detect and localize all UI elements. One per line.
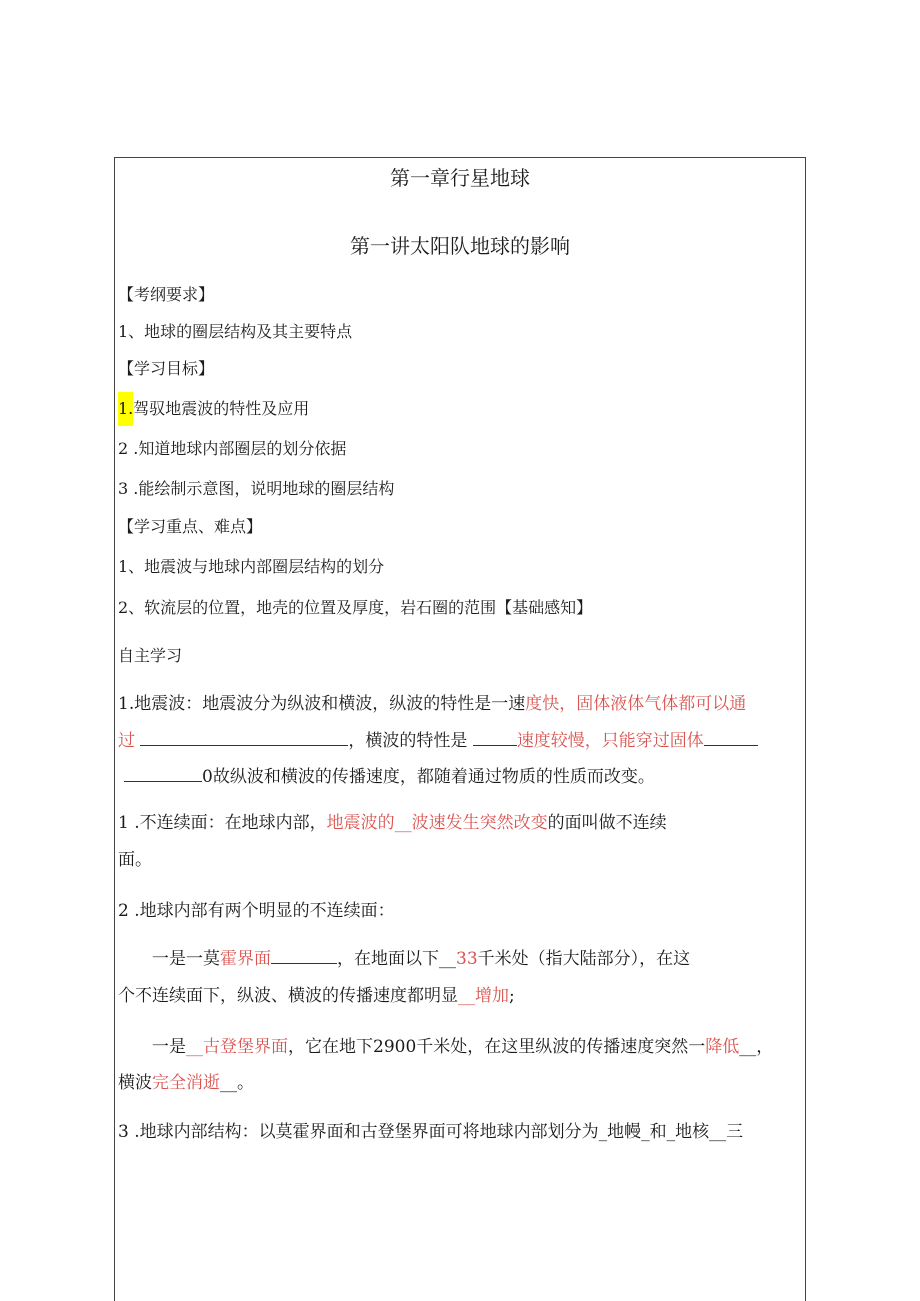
goal-1-text: 驾驭地震波的特性及应用 [133, 399, 310, 418]
moho-line-2: 个不连续面下，纵波、横波的传播速度都明显__增加; [118, 986, 515, 1006]
answer-discontinuity: 波速发生突然改变 [411, 813, 548, 833]
seismic-wave-line-3: 0故纵波和横波的传播速度，都随着通过物质的性质而改变。 [118, 766, 655, 788]
blank [140, 731, 348, 746]
lecture-title: 第一讲太阳队地球的影响 [350, 234, 570, 258]
seismic-wave-line-2: 过 ，横波的特性是 速度较慢，只能穿过固体 [118, 730, 758, 752]
seismic-wave-line-1: 1.地震波：地震波分为纵波和横波，纵波的特性是一速度快，固体液体气体都可以通 [118, 694, 747, 714]
two-discontinuities: 2 .地球内部有两个明显的不连续面： [118, 901, 395, 921]
self-study-label: 自主学习 [118, 646, 183, 665]
key-point-1: 1、地震波与地球内部圈层结构的划分 [118, 557, 385, 576]
goals-heading: 【学习目标】 [118, 359, 215, 378]
goal-1 [118, 392, 309, 426]
discontinuity-line-1: 1 .不连续面：在地球内部，地震波的__波速发生突然改变的面叫做不连续 [118, 813, 667, 833]
syllabus-item: 1、地球的圈层结构及其主要特点 [118, 322, 353, 341]
answer-moho: 霍界面 [220, 949, 271, 969]
syllabus-heading: 【考纲要求】 [118, 285, 215, 304]
goal-3: 3 .能绘制示意图，说明地球的圈层结构 [118, 479, 395, 498]
answer-p-wave: 度快，固体液体气体都可以通 [525, 694, 747, 714]
answer-decrease: 降低 [705, 1037, 740, 1057]
blank [271, 949, 337, 964]
answer-s-wave: 速度较慢，只能穿过固体 [516, 731, 704, 751]
gutenberg-line-1: 一是__古登堡界面，它在地下2900千米处，在这里纵波的传播速度突然一降低__， [152, 1037, 774, 1057]
answer-increase: 增加 [475, 986, 509, 1006]
answer-depth: 33 [456, 949, 478, 969]
answer-gutenberg: 古登堡界面 [203, 1037, 288, 1057]
answer-disappear: 完全消逝 [152, 1073, 220, 1093]
goal-1-number: 1. [118, 392, 133, 426]
moho-line-1: 一是一莫霍界面 ，在地面以下__33千米处（指大陆部分），在这 [152, 949, 691, 969]
chapter-title: 第一章行星地球 [390, 166, 530, 190]
blank [124, 767, 202, 782]
blank [473, 731, 517, 746]
internal-structure-line: 3 .地球内部结构：以莫霍界面和古登堡界面可将地球内部划分为_地幔_和_地核__三 [118, 1122, 744, 1142]
key-point-2: 2、软流层的位置，地壳的位置及厚度，岩石圈的范围【基础感知】 [118, 598, 593, 617]
key-heading: 【学习重点、难点】 [118, 517, 263, 536]
gutenberg-line-2: 横波完全消逝__。 [118, 1073, 254, 1093]
goal-2: 2 .知道地球内部圈层的划分依据 [118, 439, 347, 458]
blank [704, 731, 758, 746]
discontinuity-line-2: 面。 [118, 850, 152, 870]
